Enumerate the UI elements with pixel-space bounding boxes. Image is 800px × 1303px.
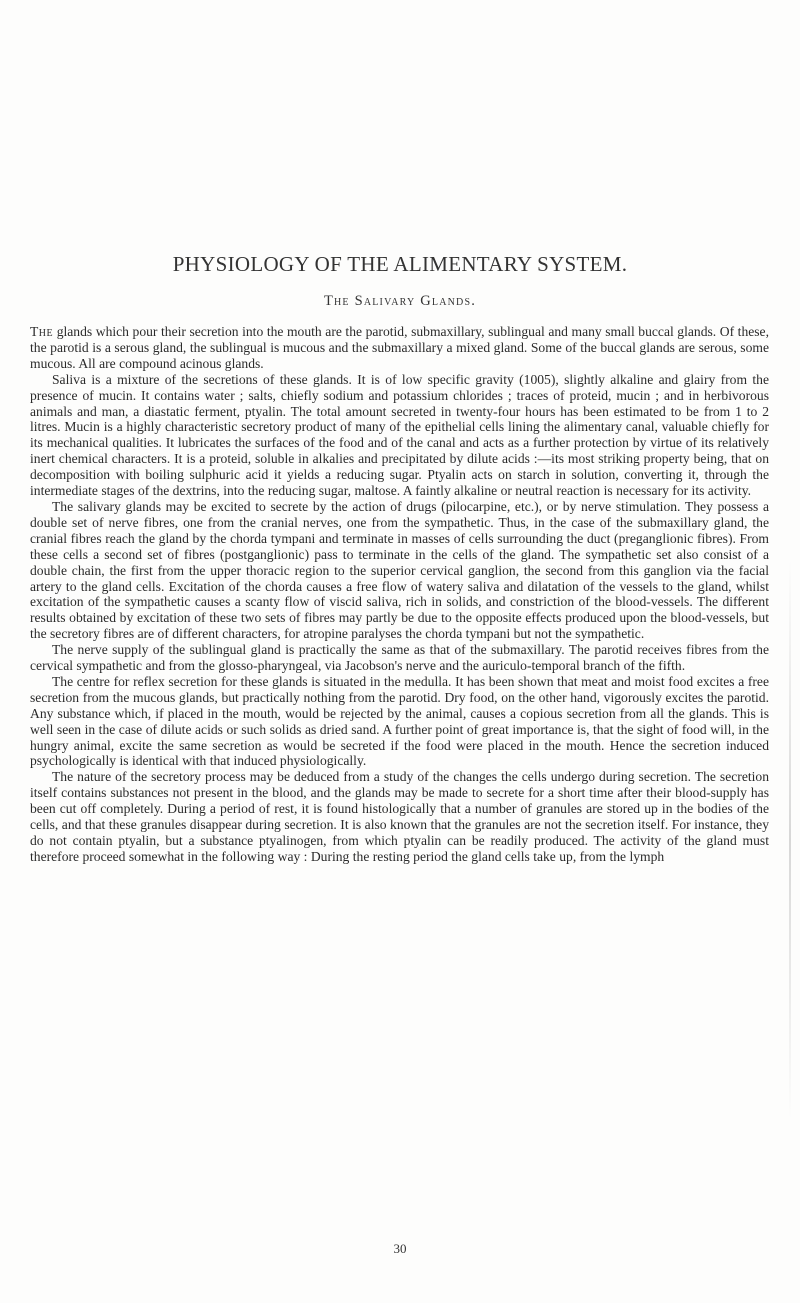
paragraph-glands [30,324,769,372]
paragraph-nerve-supply: The nerve supply of the sublingual gland is practically the same as that of the submaxillary. The parotid receives fibres from the cervical sympathetic and from the glosso-pharyngeal, via Jacobson's nerve and the auriculo-temporal branch of the fifth. [30,642,769,674]
running-head: PHYSIOLOGY OF THE ALIMENTARY SYSTEM. [172,252,628,276]
paragraph-reflex-centre: The centre for reflex secretion for these glands is situated in the medulla. It has been shown that meat and moist food excites a free secretion from the mucous glands, but practically nothing from the parotid. Dry food, on the other hand, vigorously excites the parotid. Any substance which, if placed in the mouth, would be rejected by the animal, causes a copious secretion from all the glands. This is well seen in the case of dilute acids or such solids as dried sand. A further point of great importance is, that the sight of food will, in the hungry animal, excite the same secretion as would be secreted if the food were placed in the mouth. Hence the secretion induced psychologically is identical with that induced physiologically. [30,673,769,769]
paragraph-text: glands which pour their secretion into the mouth are the parotid, submaxillary, sublingual and many small buccal glands. Of these, the parotid is a serous gland, the sublingual is mucous and the submaxillary a mixed gland. Some of the buccal glands are serous, some mucous. All are compound acinous glands. [30,324,769,371]
section-title: The Salivary Glands. [323,293,477,309]
body-text [30,324,769,865]
paragraph-nerve-stimulation: The salivary glands may be excited to secrete by the action of drugs (pilocarpine, etc.), or by nerve stimulation. They possess a double set of nerve fibres, one from the cranial nerves, one from the sympathetic. Thus, in the case of the submaxillary gland, the cranial fibres reach the gland by the chorda tympani and terminate in masses of cells surrounding the duct (preganglionic fibres). From these cells a second set of fibres (postganglionic) pass to terminate in the cells of the gland. The sympathetic set also consist of a double chain, the first from the upper thoracic region to the superior cervical ganglion, the second from this ganglion via the facial artery to the gland cells. Excitation of the chorda causes a free flow of watery saliva and dilatation of the vessels to the gland, whilst excitation of the sympathetic causes a scanty flow of viscid saliva, rich in solids, and constriction of the blood-vessels. The different results obtained by excitation of these two sets of fibres may partly be due to the opposite effects produced upon the blood-vessels, but the secretory fibres are of different characters, for atropine paralyses the chorda tympani but not the sympathetic. [30,498,769,642]
page-edge-shadow [789,560,791,1120]
paragraph-saliva: Saliva is a mixture of the secretions of these glands. It is of low specific gravity (1005), slightly alkaline and glairy from the presence of mucin. It contains water ; salts, chiefly sodium and potassium chlorides ; traces of proteid, mucin ; and in herbivorous animals and man, a diastatic ferment, ptyalin. The total amount secreted in twenty-four hours has been estimated to be from 1 to 2 litres. Mucin is a highly characteristic secretory product of many of the epithelial cells lining the alimentary canal, valuable chiefly for its mechanical qualities. It lubricates the surfaces of the food and of the canal and acts as a further protection by virtue of its relatively inert chemical characters. It is a proteid, soluble in alkalies and precipitated by dilute acids :—its most striking property being, that on decomposition with boiling sulphuric acid it yields a reducing sugar. Ptyalin acts on starch in solution, converting it, through the intermediate stages of the dextrins, into the reducing sugar, maltose. A faintly alkaline or neutral reaction is necessary for its activity. [30,371,769,499]
page-number: 30 [393,1241,407,1256]
paragraph-secretory-process: The nature of the secretory process may be deduced from a study of the changes the cells undergo during secretion. The secretion itself contains substances not present in the blood, and the glands may be made to secrete for a short time after their blood-supply has been cut off completely. During a period of rest, it is found histologically that a number of granules are stored up in the bodies of the cells, and that these granules disappear during secretion. It is also known that the granules are not the secretion itself. For instance, they do not contain ptyalin, but a substance ptyalinogen, from which ptyalin can be readily produced. The activity of the gland must therefore proceed somewhat in the following way : During the resting period the gland cells take up, from the lymph [30,769,769,864]
paragraph-lead-word: The [30,324,54,339]
